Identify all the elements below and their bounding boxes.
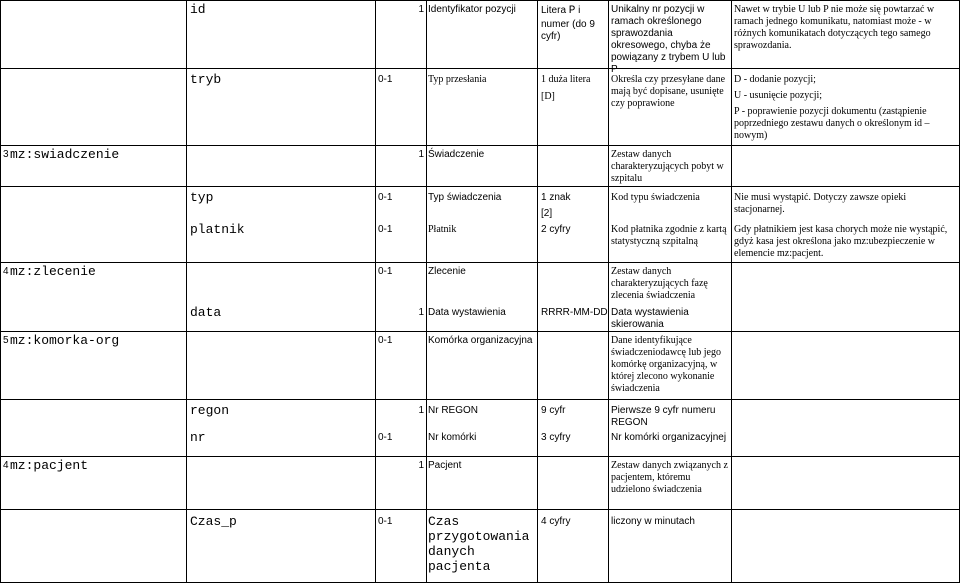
occurs: 1 xyxy=(418,405,424,416)
note-2: U - usunięcie pozycji; xyxy=(734,90,823,101)
element-name: typ xyxy=(190,190,214,205)
type-line-1: 1 duża litera xyxy=(541,74,591,85)
type-line-2: [D] xyxy=(541,91,555,102)
type-line-1: 1 znak xyxy=(541,192,571,203)
meaning: Zestaw danych związanych z pacjentem, któremu udzielono świadczenia xyxy=(611,460,728,495)
level-number: 3 xyxy=(3,149,9,160)
occurs: 1 xyxy=(418,307,424,318)
occurs: 1 xyxy=(418,149,424,160)
description: Komórka organizacyjna xyxy=(428,335,533,346)
occurs: 1 xyxy=(418,4,424,15)
meaning: liczony w minutach xyxy=(611,516,695,527)
occurs: 0-1 xyxy=(378,516,393,527)
meaning: Określa czy przesyłane dane mają być dopisane, usunięte czy poprawione xyxy=(611,74,726,109)
type-code: P xyxy=(568,5,576,17)
element-name: mz:zlecenie xyxy=(10,264,96,279)
type-cell xyxy=(541,4,605,43)
type: 2 cyfry xyxy=(541,224,571,235)
description: Identyfikator pozycji xyxy=(428,4,516,15)
type-prefix: Litera xyxy=(541,5,569,16)
occurs: 0-1 xyxy=(378,74,393,85)
type: RRRR-MM-DD xyxy=(541,307,608,318)
element-name: mz:pacjent xyxy=(10,458,89,473)
description: Pacjent xyxy=(428,460,462,471)
element-name: mz:swiadczenie xyxy=(10,147,120,162)
type-suffix: i numer (do 9 cyfr) xyxy=(541,5,595,42)
note-1: D - dodanie pozycji; xyxy=(734,74,816,85)
meaning: Zestaw danych charakteryzujących fazę zlecenia świadczenia xyxy=(611,266,708,301)
meaning: Pierwsze 9 cyfr numeru REGON xyxy=(611,405,716,428)
element-name: nr xyxy=(190,430,206,445)
meaning: Zestaw danych charakteryzujących pobyt w szpitalu xyxy=(611,149,724,184)
notes: Gdy płatnikiem jest kasa chorych może nie wystąpić, gdyż kasa jest określona jako mz:ubezpieczenie w elemencie mz:pacjent. xyxy=(734,224,948,259)
level-number: 4 xyxy=(3,460,9,471)
element-name: mz:komorka-org xyxy=(10,333,120,348)
note-3: P - poprawienie pozycji dokumentu (zastąpienie poprzedniego zestawu danych o określonym id – nowym) xyxy=(734,106,930,141)
meaning: Dane identyfikujące świadczeniodawcę lub jego komórkę organizacyjną, w której zlecono wykonanie świadczenia xyxy=(611,335,721,394)
type: 3 cyfry xyxy=(541,432,571,443)
occurs: 0-1 xyxy=(378,266,393,277)
description: Zlecenie xyxy=(428,266,466,277)
notes: Nawet w trybie U lub P nie może się powtarzać w ramach jednego komunikatu, natomiast może - w różnych komunikatach dotyczących tego samego sprawozdania. xyxy=(734,4,935,51)
meaning: Data wystawienia skierowania xyxy=(611,307,689,330)
description: Data wystawienia xyxy=(428,307,506,318)
meaning: Kod płatnika zgodnie z kartą statystyczną szpitalną xyxy=(611,224,727,247)
occurs: 0-1 xyxy=(378,432,393,443)
description: Typ świadczenia xyxy=(428,192,502,203)
description: Nr komórki xyxy=(428,432,477,443)
element-name: tryb xyxy=(190,72,222,87)
occurs: 1 xyxy=(418,460,424,471)
description: Płatnik xyxy=(428,224,457,235)
element-name: platnik xyxy=(190,222,245,237)
occurs: 0-1 xyxy=(378,224,393,235)
description: Świadczenie xyxy=(428,149,485,160)
meaning: Nr komórki organizacyjnej xyxy=(611,432,727,443)
notes: Nie musi wystąpić. Dotyczy zawsze opieki stacjonarnej. xyxy=(734,192,907,215)
element-name: data xyxy=(190,305,222,320)
description: Typ przesłania xyxy=(428,74,487,85)
type: 9 cyfr xyxy=(541,405,566,416)
level-number: 4 xyxy=(3,266,9,277)
element-name: id xyxy=(190,2,206,17)
meaning: Unikalny nr pozycji w ramach określonego sprawozdania okresowego, chyba że powiązany z trybem U lub P xyxy=(611,4,726,75)
description: Nr REGON xyxy=(428,405,478,416)
level-number: 5 xyxy=(3,335,9,346)
meaning: Kod typu świadczenia xyxy=(611,192,700,203)
type: 4 cyfry xyxy=(541,516,571,527)
occurs: 0-1 xyxy=(378,335,393,346)
type-line-2: [2] xyxy=(541,208,553,219)
element-name: Czas_p xyxy=(190,514,237,529)
description: Czas przygotowania danych pacjenta xyxy=(428,514,530,574)
element-name: regon xyxy=(190,403,230,418)
occurs: 0-1 xyxy=(378,192,393,203)
